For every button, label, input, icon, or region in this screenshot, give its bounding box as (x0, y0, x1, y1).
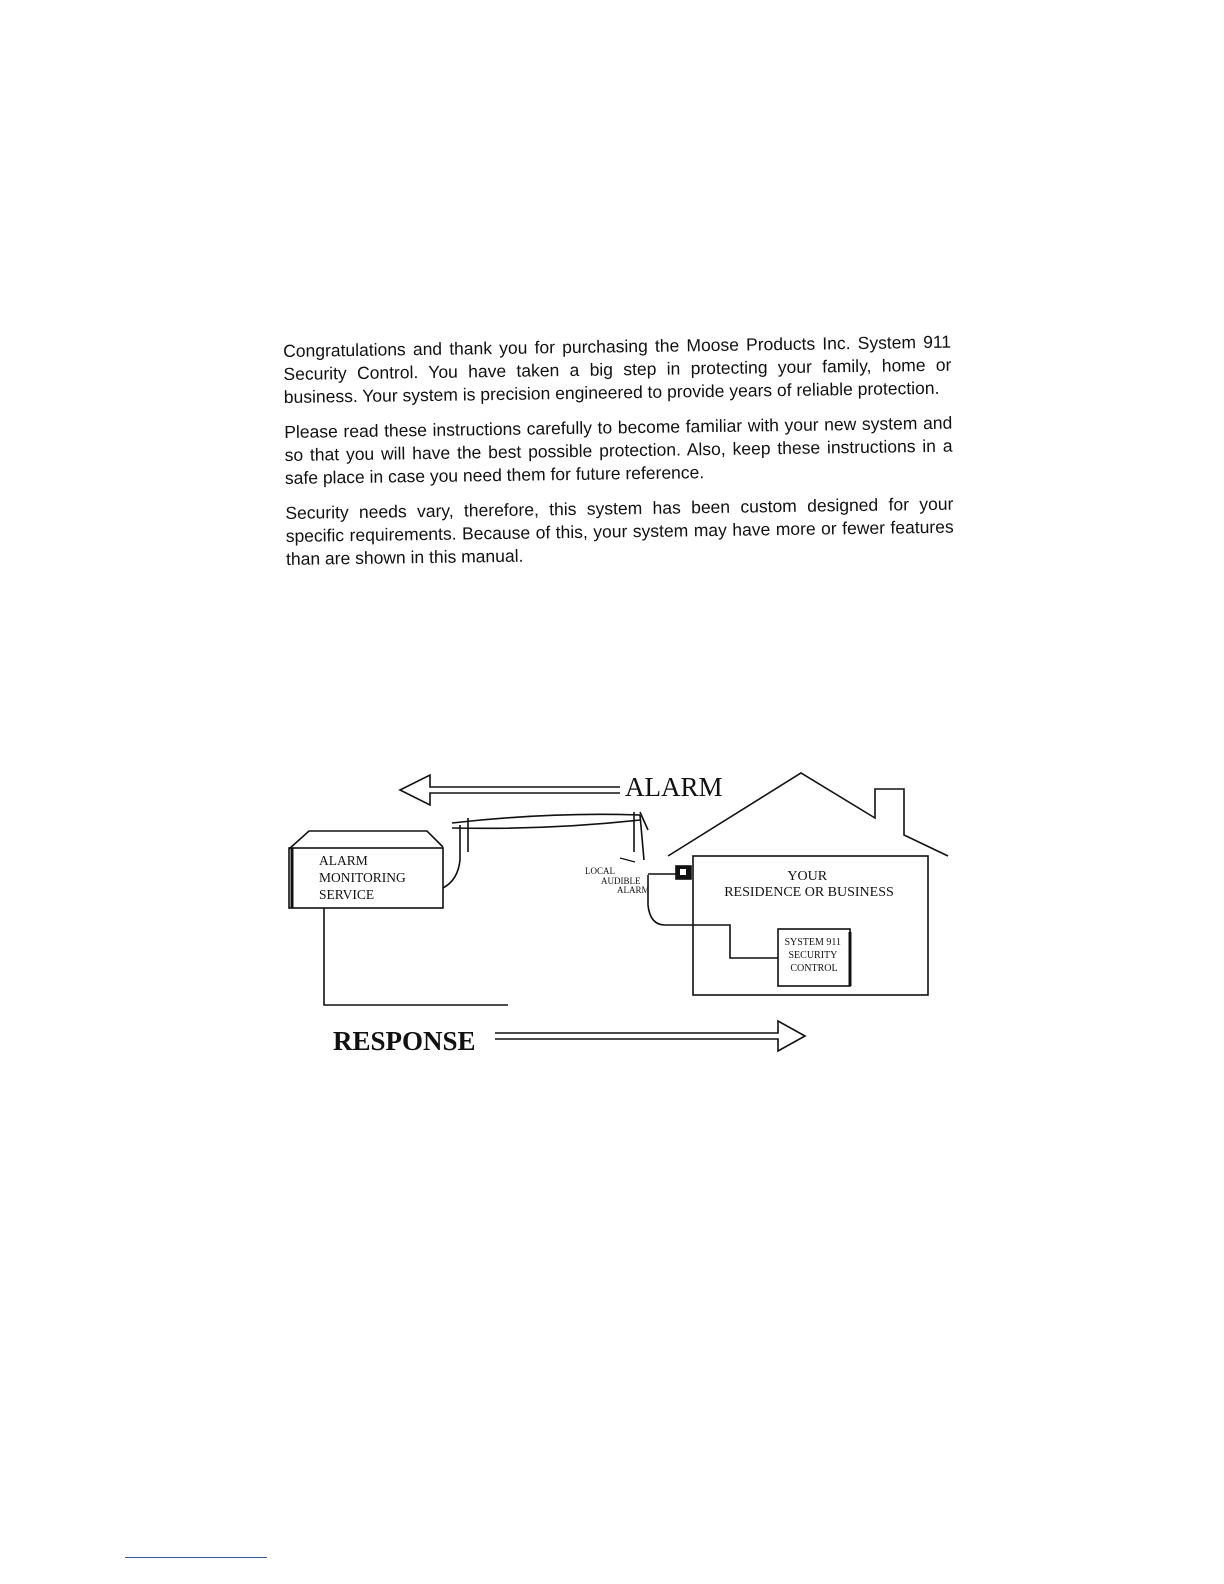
monitoring-line-2: MONITORING (319, 870, 406, 885)
monitoring-line-1: ALARM (319, 853, 368, 868)
local-alarm-line-3: ALARM (617, 885, 650, 895)
intro-paragraph-1: Congratulations and thank you for purchasing the Moose Products Inc. System 911 Security Control. You have taken a big step in protecting your family, home or business. Your system is precision engineered to provide years of reliable protection. (283, 331, 952, 407)
control-line-3: CONTROL (790, 963, 838, 974)
residence-label (724, 869, 894, 900)
response-arrow (495, 1021, 805, 1051)
alarm-arrow (400, 775, 620, 805)
control-line-1: SYSTEM 911 (784, 937, 842, 948)
response-label: RESPONSE (333, 1026, 476, 1056)
footer-rule (125, 1557, 267, 1558)
residence-line-2: RESIDENCE OR BUSINESS (724, 885, 894, 900)
monitoring-service-label (319, 853, 409, 902)
security-control-label (784, 937, 843, 974)
intro-paragraph-2: Please read these instructions carefully to become familiar with your new system and so that you will have the best possible protection. Also, keep these instructions in a safe place in case you need them for future reference. (284, 412, 953, 488)
local-alarm-line-2: AUDIBLE (601, 876, 641, 886)
alarm-label: ALARM (625, 772, 723, 802)
local-alarm-label (585, 866, 650, 895)
response-line (324, 908, 508, 1005)
residence-line-1: YOUR (787, 869, 828, 884)
control-line-2: SECURITY (788, 950, 838, 961)
local-alarm-line-1: LOCAL (585, 866, 615, 876)
house-icon (668, 773, 948, 995)
intro-paragraph-3: Security needs vary, therefore, this system has been custom designed for your specific requirements. Because of this, your system may have more or fewer features than are shown in this manual. (285, 493, 954, 569)
monitoring-line-3: SERVICE (319, 887, 375, 902)
